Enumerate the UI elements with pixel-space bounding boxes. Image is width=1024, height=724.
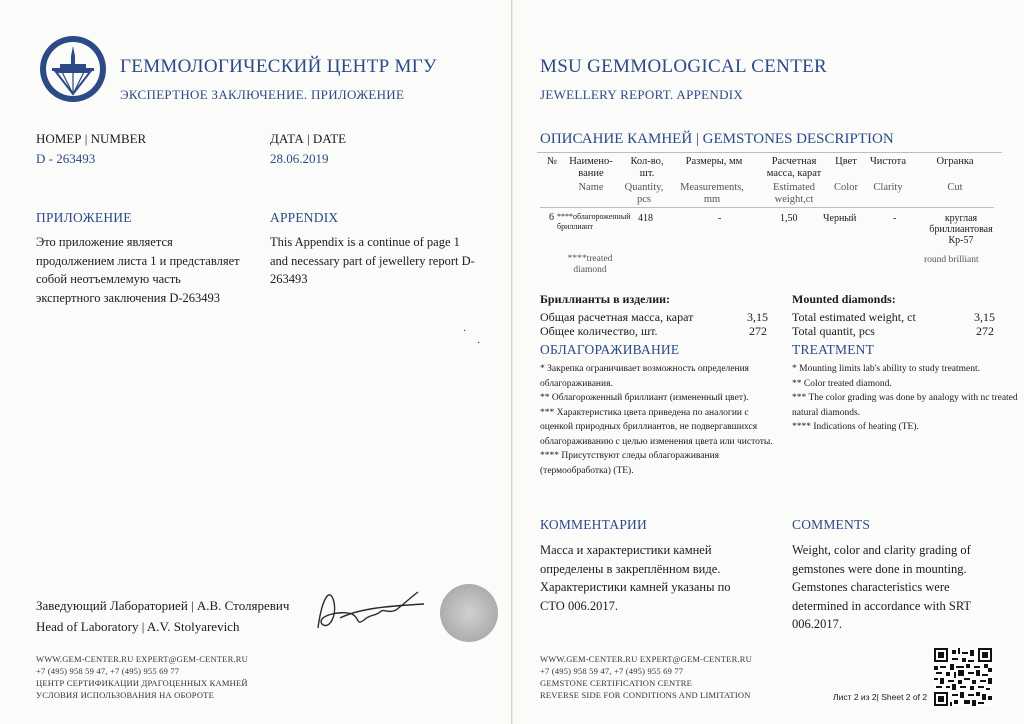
signature-icon <box>300 578 430 638</box>
comments-ru-text: Масса и характеристики камней определены в закреплённом виде. Характеристики камней указаны по СТО 006.2017. <box>540 543 731 613</box>
appendix-ru-heading: ПРИЛОЖЕНИЕ <box>36 210 132 225</box>
comments-ru-heading: КОММЕНТАРИИ <box>540 517 647 532</box>
col-no: № <box>546 156 558 167</box>
appendix-en-heading: APPENDIX <box>270 210 339 225</box>
col-color-ru: Цвет <box>835 156 857 167</box>
treatment-en-item: **** Indications of heating (TE). <box>792 422 919 432</box>
number-label: НОМЕР | NUMBER <box>36 131 147 146</box>
comments-en-text: Weight, color and clarity grading of gemstones were done in mounting. Gemstones characteristics were determined in accordance with SRT 006.2017. <box>792 543 971 631</box>
head-en: Head of Laboratory | A.V. Stolyarevich <box>36 619 240 634</box>
total-qty-ru-value: 272 <box>749 324 767 338</box>
treatment-en-item: * Mounting limits lab's ability to study treatment. <box>792 364 981 374</box>
treatment-ru-item: * Закрепка ограничивает возможность определения облагораживания. <box>540 364 750 389</box>
total-weight-en-value: 3,15 <box>974 310 995 324</box>
col-qty-en: Quantity, pcs <box>624 182 664 205</box>
row-weight: 1,50 <box>780 213 798 224</box>
col-name-en: Name <box>578 182 604 193</box>
number-value: D - 263493 <box>36 151 96 166</box>
col-clarity-en: Clarity <box>873 182 903 193</box>
treatment-en-item: *** The color grading was done by analogy with nc treated natural diamonds. <box>792 393 1018 418</box>
sheet-label: Лист 2 из 2| Sheet 2 of 2 <box>833 692 928 702</box>
col-size-ru: Размеры, мм <box>685 156 743 167</box>
gem-heading: ОПИСАНИЕ КАМНЕЙ | GEMSTONES DESCRIPTION <box>540 131 894 147</box>
total-weight-en-label: Total estimated weight, ct <box>792 310 916 324</box>
mounted-en-heading: Mounted diamonds: <box>792 292 896 306</box>
right-subtitle: JEWELLERY REPORT. APPENDIX <box>540 87 744 102</box>
col-weight-ru: Расчетная масса, карат <box>766 156 822 179</box>
treatment-ru-item: ** Облагороженный бриллиант (измененный цвет). <box>540 393 749 403</box>
left-footer-line-2: +7 (495) 958 59 47, +7 (495) 955 69 77 <box>36 666 180 676</box>
col-size-en: Measurements, mm <box>680 182 744 205</box>
total-weight-ru-value: 3,15 <box>747 310 768 324</box>
appendix-en-text: This Appendix is a continue of page 1 and necessary part of jewellery report D-263493 <box>270 235 475 286</box>
row-color: Черный <box>823 213 857 224</box>
row-measurements: - <box>718 213 722 224</box>
col-weight-en: Estimated weight,ct <box>773 182 815 205</box>
treatment-en-item: ** Color treated diamond. <box>792 378 892 389</box>
left-footer-line-1: WWW.GEM-CENTER.RU EXPERT@GEM-CENTER.RU <box>36 654 248 664</box>
right-footer-line-1: WWW.GEM-CENTER.RU EXPERT@GEM-CENTER.RU <box>540 654 752 664</box>
left-footer-line-4: УСЛОВИЯ ИСПОЛЬЗОВАНИЯ НА ОБОРОТЕ <box>36 690 214 700</box>
left-subtitle: ЭКСПЕРТНОЕ ЗАКЛЮЧЕНИЕ. ПРИЛОЖЕНИЕ <box>120 87 405 102</box>
total-weight-ru-label: Общая расчетная масса, карат <box>540 310 694 324</box>
date-label: ДАТА | DATE <box>270 131 347 146</box>
msu-logo-icon <box>38 34 108 104</box>
treatment-en-heading: TREATMENT <box>792 342 875 357</box>
mounted-ru-heading: Бриллианты в изделии: <box>540 292 671 306</box>
right-footer-line-4: REVERSE SIDE FOR CONDITIONS AND LIMITATION <box>540 690 751 700</box>
col-qty-ru: Кол-во, шт. <box>630 156 664 179</box>
row-cut: круглая бриллиантовая Кр-57 <box>929 213 993 246</box>
head-ru: Заведующий Лабораторией | А.В. Столяревич <box>36 598 290 613</box>
row-cut-en: round brilliant <box>924 255 979 265</box>
treatment-ru-item: *** Характеристика цвета приведена по аналогии с оценкой природных бриллиантов, не подвергавшихся облагораживанию с целью изменения цвета или чистоты. <box>540 407 773 447</box>
row-no: 6 <box>549 212 554 223</box>
comments-en-heading: COMMENTS <box>792 517 871 532</box>
treatment-ru-item: **** Присутствуют следы облагораживания (термообработка) (ТЕ). <box>540 451 720 476</box>
qr-code-icon <box>934 648 992 706</box>
right-footer-line-3: GEMSTONE CERTIFICATION CENTRE <box>540 678 692 688</box>
col-cut-en: Cut <box>947 182 963 193</box>
treatment-en-list <box>792 362 1020 435</box>
total-qty-ru-label: Общее количество, шт. <box>540 324 658 338</box>
left-title: ГЕММОЛОГИЧЕСКИЙ ЦЕНТР МГУ <box>120 56 437 77</box>
right-title: MSU GEMMOLOGICAL CENTER <box>540 56 827 77</box>
appendix-ru-text: Это приложение является продолжением листа 1 и представляет собой неотъемлемую часть экспертного заключения D-263493 <box>36 235 240 305</box>
total-qty-en-value: 272 <box>976 324 994 338</box>
laboratory-seal <box>440 584 498 642</box>
row-clarity: - <box>893 213 897 224</box>
left-page: ГЕММОЛОГИЧЕСКИЙ ЦЕНТР МГУ ЭКСПЕРТНОЕ ЗАКЛЮЧЕНИЕ. ПРИЛОЖЕНИЕ НОМЕР | NUMBER D - 263493 ДАТА | DATE 28.06.2019 ПРИЛОЖЕНИЕ Это приложение является продолжением листа 1 и представляет собой неотъемлемую часть экспертного заключения D-263493 APPENDIX This Appendix is a continue of page 1 and necessary part of jewellery report D-263493 · · Заведующий Лабораторией | А.В. Столяревич Head of Laboratory | A.V. Stolyarevich WWW.GEM-CENTER.RU EXPERT@GEM-CENTER.RU +7 (495) 958 59 47, +7 (495) 955 69 77 ЦЕНТР СЕРТИФИКАЦИИ ДРАГОЦЕННЫХ КАМНЕЙ УСЛОВИЯ ИСПОЛЬЗОВАНИЯ НА ОБОРОТЕ <box>0 0 512 724</box>
treatment-ru-heading: ОБЛАГОРАЖИВАНИЕ <box>540 342 680 357</box>
col-cut-ru: Огранка <box>936 156 974 167</box>
gem-heading-rule <box>537 152 1002 153</box>
treatment-ru-list <box>540 362 775 478</box>
col-color-en: Color <box>834 182 858 193</box>
col-clarity-ru: Чистота <box>869 156 907 167</box>
row-name: ****облагороженный бриллиант <box>557 212 631 231</box>
date-value: 28.06.2019 <box>270 151 329 166</box>
total-qty-en-label: Total quantit, pcs <box>792 324 875 338</box>
left-footer-line-3: ЦЕНТР СЕРТИФИКАЦИИ ДРАГОЦЕННЫХ КАМНЕЙ <box>36 678 248 688</box>
col-name-ru: Наимено-вание <box>569 156 613 179</box>
table-header-rule <box>540 207 994 208</box>
row-name-en: ****treated diamond <box>567 254 613 275</box>
right-footer-line-2: +7 (495) 958 59 47, +7 (495) 955 69 77 <box>540 666 684 676</box>
row-quantity: 418 <box>638 213 653 224</box>
